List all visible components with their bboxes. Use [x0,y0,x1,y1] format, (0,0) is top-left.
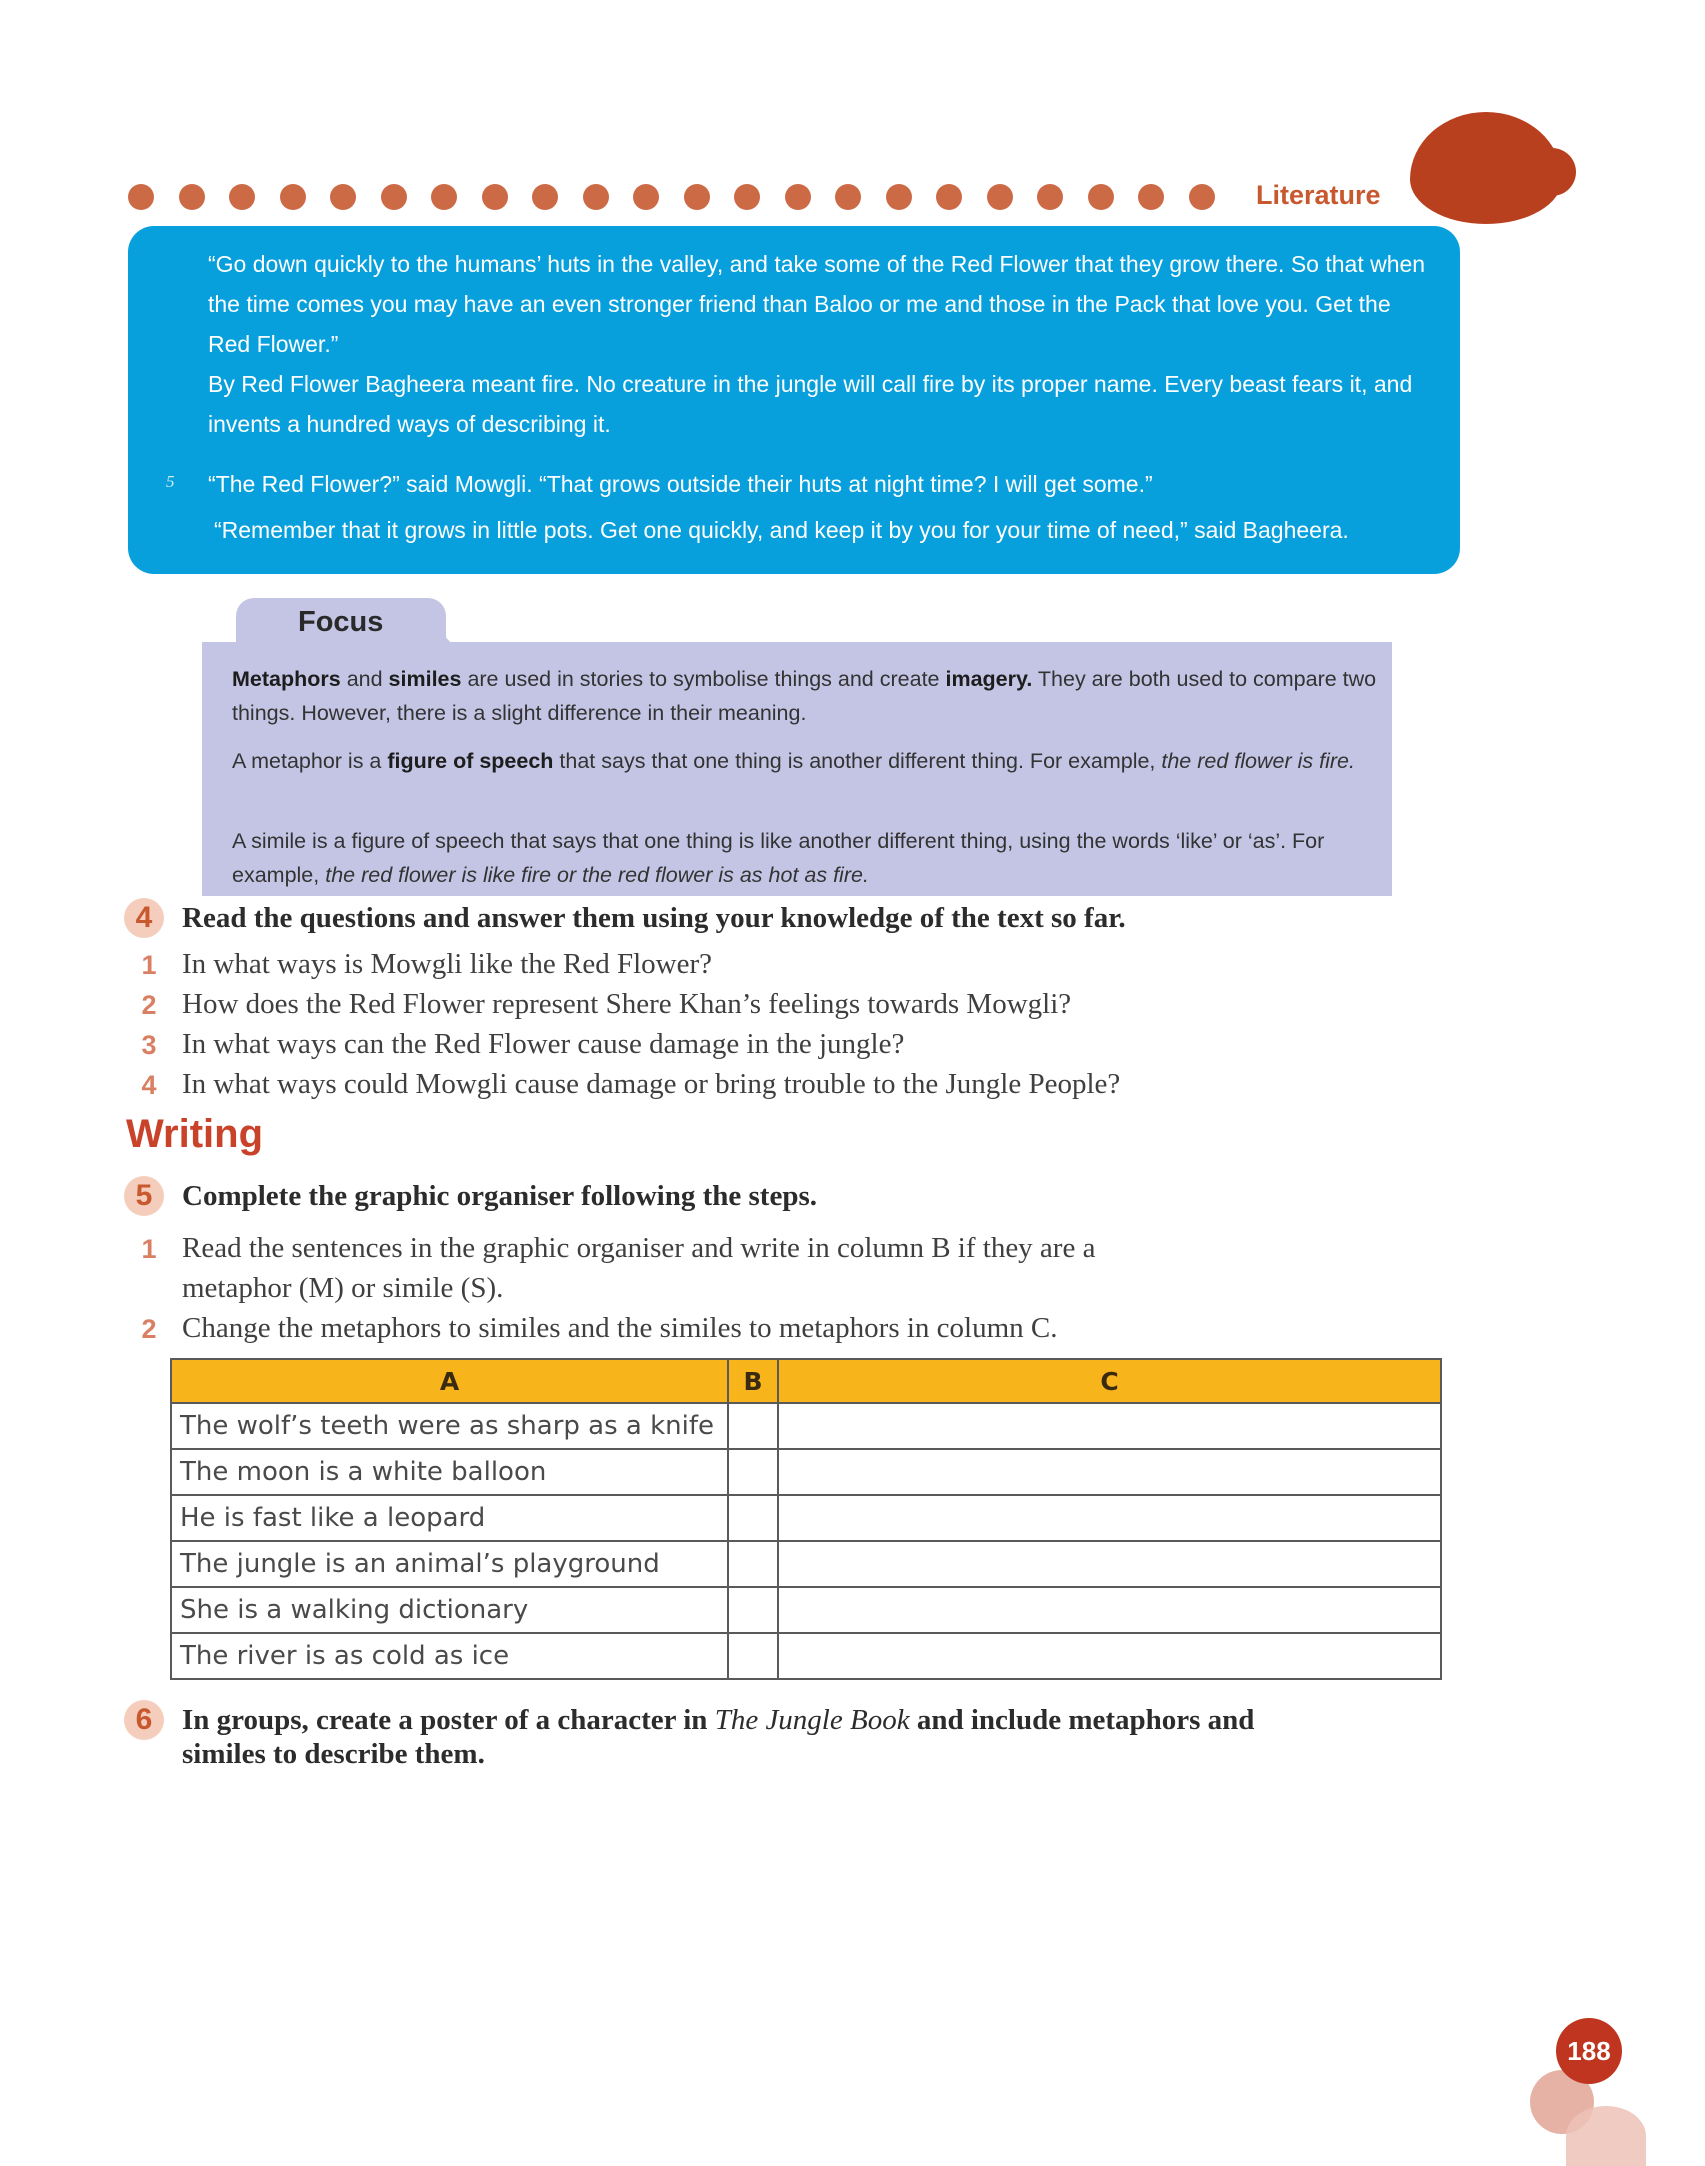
term-imagery: imagery. [945,667,1033,691]
focus-title: Focus [298,606,384,638]
table-row [171,1541,1441,1587]
decorative-dot [734,184,760,210]
section-label: Literature [1256,180,1381,210]
focus-tab-slope [430,620,452,644]
instruction-text: In groups, create a poster of a character in [182,1704,715,1736]
rewrite-answer-cell[interactable] [778,1449,1441,1495]
activity-number-badge: 6 [124,1700,164,1740]
table-row [171,1495,1441,1541]
book-title: The Jungle Book [714,1704,910,1736]
decorative-dot [684,184,710,210]
decorative-dot [936,184,962,210]
focus-box [202,642,1392,896]
footer-blob-decoration [1566,2106,1646,2166]
term-figure-of-speech: figure of speech [387,749,554,773]
decorative-dot [532,184,558,210]
excerpt-paragraph: By Red Flower Bagheera meant fire. No creature in the jungle will call fire by its proper name. Every beast fears it, and invents a hundred ways of describing it. [208,371,1413,437]
focus-text: and [340,667,389,691]
step-text: Change the metaphors to similes and the similes to metaphors in column C. [182,1312,1058,1344]
decorative-dot [583,184,609,210]
activity-instruction-line2: similes to describe them. [182,1738,485,1770]
question-number: 2 [141,990,157,1020]
activity-instruction [182,1704,1254,1737]
table-row [171,1587,1441,1633]
rewrite-answer-cell[interactable] [778,1541,1441,1587]
type-answer-cell[interactable] [728,1403,778,1449]
story-excerpt-box [128,226,1460,574]
focus-paragraph [232,824,1382,892]
sentence-cell: The wolf’s teeth were as sharp as a knife [171,1403,728,1449]
rewrite-answer-cell[interactable] [778,1403,1441,1449]
rewrite-answer-cell[interactable] [778,1495,1441,1541]
focus-text: are used in stories to symbolise things and create [461,667,946,691]
focus-text: A simile is a figure of speech that says that one thing is like another different thing, using the words ‘like’ or ‘as’. For example, [232,829,1325,887]
writing-heading: Writing [126,1112,264,1156]
step-number: 2 [141,1314,157,1344]
header-dot-row [128,184,1248,214]
type-answer-cell[interactable] [728,1633,778,1679]
decorative-dot [1088,184,1114,210]
sentence-cell: The river is as cold as ice [171,1633,728,1679]
decorative-dot [1189,184,1215,210]
decorative-dot [482,184,508,210]
activity-number-badge: 4 [124,898,164,938]
decorative-dot [381,184,407,210]
type-answer-cell[interactable] [728,1541,778,1587]
step-text: Read the sentences in the graphic organiser and write in column B if they are a [182,1232,1096,1264]
type-answer-cell[interactable] [728,1495,778,1541]
focus-paragraph [232,744,1382,778]
column-header-b: B [728,1359,778,1403]
activity-instruction: Complete the graphic organiser following the steps. [182,1180,817,1212]
question-number: 3 [141,1030,157,1060]
question-text: In what ways is Mowgli like the Red Flower? [182,948,712,980]
column-header-a: A [171,1359,728,1403]
decorative-dot [1037,184,1063,210]
column-header-c: C [778,1359,1441,1403]
question-text: In what ways can the Red Flower cause damage in the jungle? [182,1028,905,1060]
decorative-dot [128,184,154,210]
decorative-dot [330,184,356,210]
sentence-cell: The jungle is an animal’s playground [171,1541,728,1587]
header-blob-decoration-small [1528,148,1576,196]
rewrite-answer-cell[interactable] [778,1587,1441,1633]
question-number: 1 [141,950,157,980]
decorative-dot [431,184,457,210]
focus-text: A metaphor is a [232,749,388,773]
focus-paragraph [232,662,1382,730]
decorative-dot [1138,184,1164,210]
decorative-dot [835,184,861,210]
question-number: 4 [141,1070,157,1100]
instruction-text: and include metaphors and [909,1704,1255,1736]
decorative-dot [229,184,255,210]
step-number: 1 [141,1234,157,1264]
graphic-organiser-table [170,1358,1442,1680]
question-text: How does the Red Flower represent Shere Khan’s feelings towards Mowgli? [182,988,1072,1020]
focus-text: that says that one thing is another different thing. For example, [553,749,1162,773]
table-header-row [171,1359,1441,1403]
activity-number-badge: 5 [124,1176,164,1216]
focus-text: They are both used to compare two things. However, there is a slight difference in their meaning. [232,667,1377,725]
excerpt-paragraph: “Go down quickly to the humans’ huts in the valley, and take some of the Red Flower that they grow there. So that when the time comes you may have an even stronger friend than Baloo or me and those in the Pack that love you. Get the Red Flower.” [208,251,1426,357]
line-number: 5 [166,472,175,491]
step-text: metaphor (M) or simile (S). [182,1272,504,1304]
decorative-dot [785,184,811,210]
term-metaphors: Metaphors [232,667,341,691]
focus-example: the red flower is fire. [1161,749,1355,773]
decorative-dot [987,184,1013,210]
type-answer-cell[interactable] [728,1449,778,1495]
page-number: 188 [1556,2018,1622,2084]
focus-example: the red flower is like fire or the red flower is as hot as fire. [325,863,869,887]
question-text: In what ways could Mowgli cause damage or bring trouble to the Jungle People? [182,1068,1121,1100]
table-row [171,1633,1441,1679]
decorative-dot [633,184,659,210]
decorative-dot [280,184,306,210]
table-row [171,1403,1441,1449]
rewrite-answer-cell[interactable] [778,1633,1441,1679]
decorative-dot [179,184,205,210]
table-row [171,1449,1441,1495]
term-similes: similes [388,667,462,691]
decorative-dot [886,184,912,210]
sentence-cell: She is a walking dictionary [171,1587,728,1633]
sentence-cell: The moon is a white balloon [171,1449,728,1495]
excerpt-paragraph: “The Red Flower?” said Mowgli. “That grows outside their huts at night time? I will get some.” [208,471,1153,497]
excerpt-paragraph: “Remember that it grows in little pots. Get one quickly, and keep it by you for your time of need,” said Bagheera. [214,517,1349,543]
sentence-cell: He is fast like a leopard [171,1495,728,1541]
activity-instruction: Read the questions and answer them using your knowledge of the text so far. [182,902,1126,934]
type-answer-cell[interactable] [728,1587,778,1633]
